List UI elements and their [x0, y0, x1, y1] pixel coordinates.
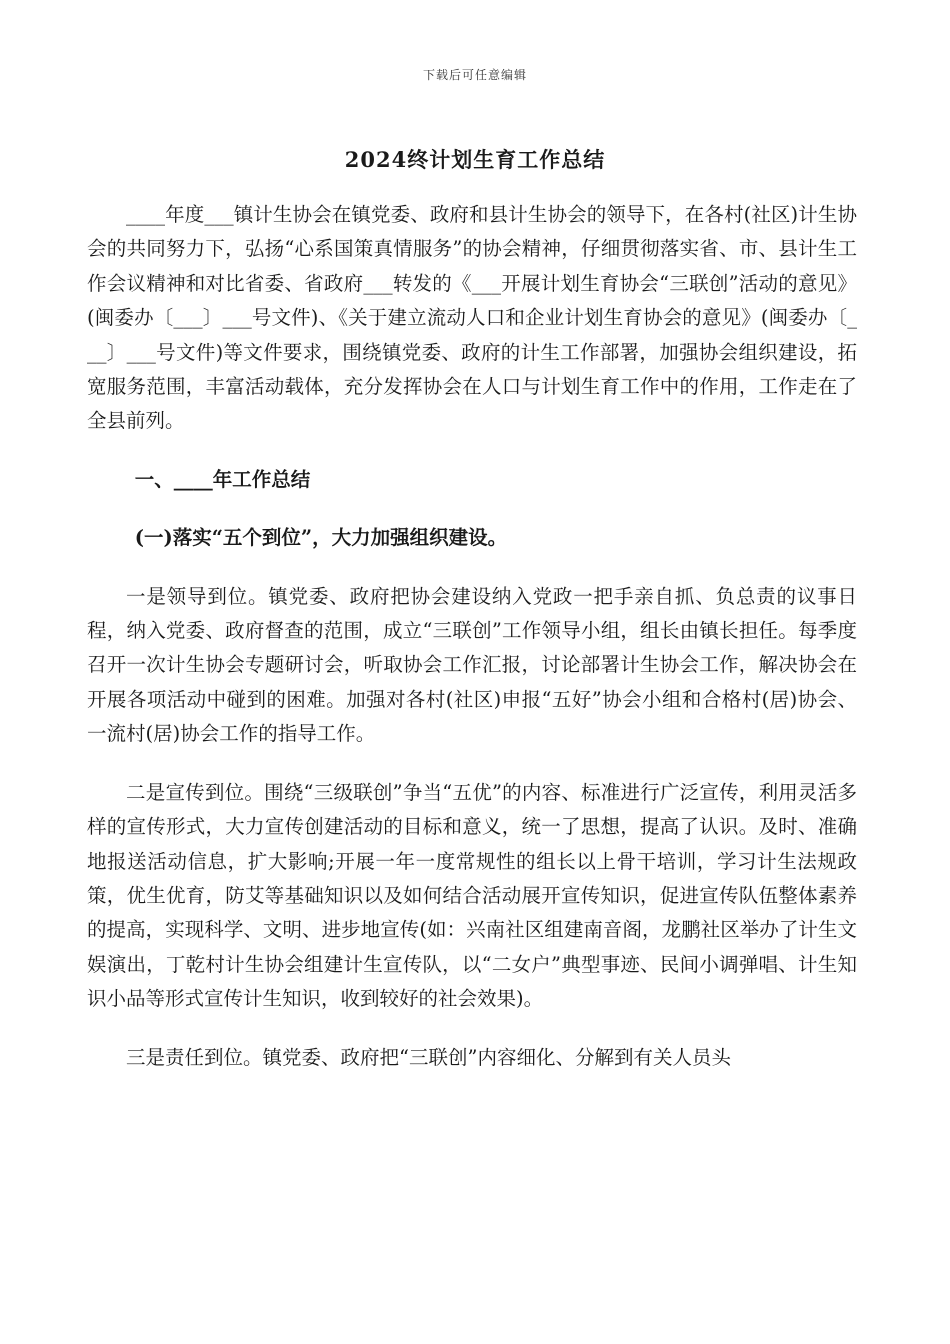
intro-paragraph: ____年度___镇计生协会在镇党委、政府和县计生协会的领导下，在各村(社区)计生协会的共同努力下，弘扬“心系国策真情服务”的协会精神，仔细贯彻落实省、市、县计生工作会议精神和对比省委、省政府___转发的《___开展计划生育协会“三联创”活动的意见》(闽委办〔___〕___号文件)、《关于建立流动人口和企业计划生育协会的意见》(闽委办〔___〕___号文件)等文件要求，围绕镇党委、政府的计生工作部署，加强协会组织建设，拓宽服务范围，丰富活动载体，充分发挥协会在人口与计划生育工作中的作用，工作走在了全县前列。 [87, 203, 857, 433]
spacer [87, 556, 857, 580]
spacer [87, 497, 857, 521]
spacer [87, 752, 857, 776]
section-heading: 一、____年工作总结 [134, 467, 311, 491]
header-note: 下载后可任意编辑 [422, 68, 527, 82]
publicity-paragraph: 二是宣传到位。围绕“三级联创”争当“五优”的内容、标准进行广泛宣传，利用灵活多样的宣传形式，大力宣传创建活动的目标和意义，统一了思想，提高了认识。及时、准确地报送活动信息，扩大影响;开展一年一度常规性的组长以上骨干培训，学习计生法规政策，优生优育，防艾等基础知识以及如何结合活动展开宣传知识，促进宣传队伍整体素养的提高，实现科学、文明、进步地宣传(如：兴南社区组建南音阁，龙鹏社区举办了计生文娱演出，丁乾村计生协会组建计生宣传队，以“二女户”典型事迹、民间小调弹唱、计生知识小品等形式宣传计生知识，收到较好的社会效果)。 [87, 780, 857, 1011]
spacer [87, 1017, 857, 1041]
subsection-heading: (一)落实“五个到位”，大力加强组织建设。 [134, 526, 508, 550]
document-body [87, 198, 857, 1075]
leadership-paragraph: 一是领导到位。镇党委、政府把协会建设纳入党政一把手亲自抓、负总责的议事日程，纳入党委、政府督查的范围，成立“三联创”工作领导小组，组长由镇长担任。每季度召开一次计生协会专题研讨会，听取协会工作汇报，讨论部署计生协会工作，解决协会在开展各项活动中碰到的困难。加强对各村(社区)申报“五好”协会小组和合格村(居)协会、一流村(居)协会工作的指导工作。 [87, 584, 857, 746]
spacer [87, 439, 857, 463]
document-title: 2024终计划生育工作总结 [344, 147, 606, 172]
responsibility-paragraph: 三是责任到位。镇党委、政府把“三联创”内容细化、分解到有关人员头 [126, 1045, 731, 1069]
